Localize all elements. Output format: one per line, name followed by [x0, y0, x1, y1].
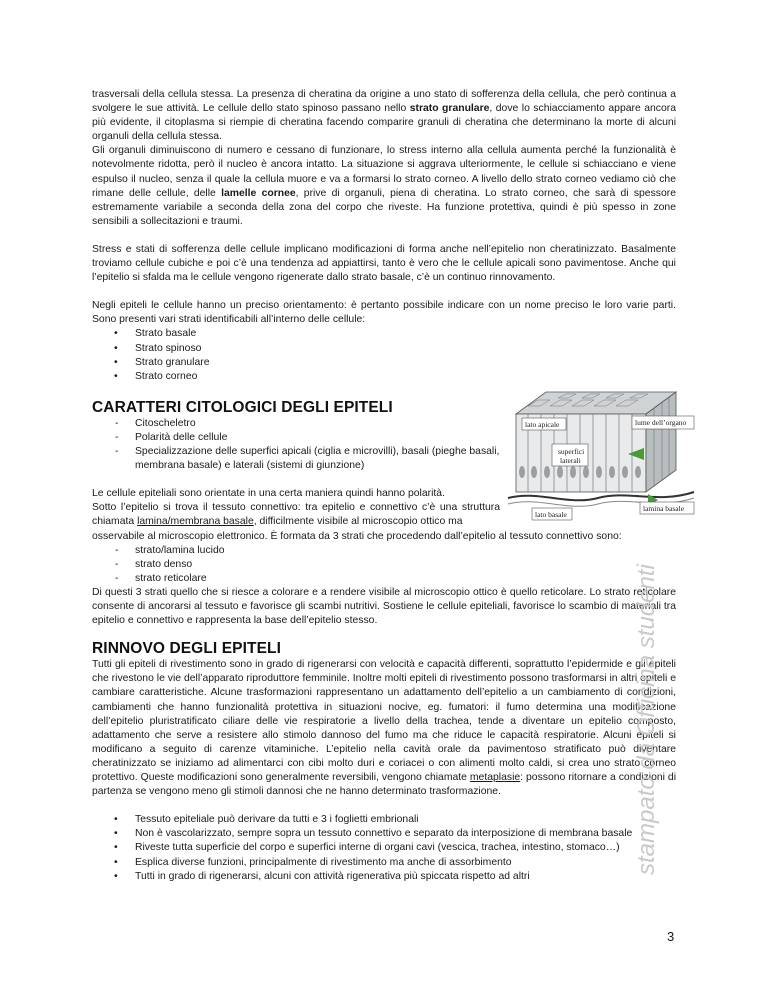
paragraph: Tutti gli epiteli di rivestimento sono in grado di rigenerarsi con velocità e capacità differenti, soprattutto l’epidermide e gli epiteli che rivestono le vie dell’apparato riproduttore femminile. Inoltre molti epiteli di rivestimento possono trasformarsi in altri epiteli e cambiare caratteristiche. Alcune trasformazioni rappresentano un adattamento dell’epitelio a un cambiamento di condizioni, cambiamenti che hanno funzionalità protettiva in situazioni nocive, eg. fumatori: il fumo determina una modificazione dell’epitelio pluristratificato ciliare delle vie respiratorie a livello della trachea, tende a diventare un epitelio composto, adattamento che serve a resistere allo stimolo dannoso del fumo ma che riduce le capacità respiratorie. Alcuni epiteli si modificano a seguito di carenze vitaminiche. L’epitelio nella cavità orale da pavimentoso stratificato può diventare cheratinizzato se iniziamo ad alimentarci con cibi molto duri e coriacei o con alimenti molto caldi, si crea uno strato corneo protettivo. Queste modificazioni sono generalmente reversibili, vengono chiamate metaplasie: possono ritornare a condizioni di partenza se vengono meno gli stimoli dannosi che ne hanno determinato trasformazione. — [92, 659, 676, 798]
list-item: - strato reticolare — [92, 572, 676, 586]
list-item: • Strato granulare — [92, 356, 676, 370]
list-item: • Riveste tutta superficie del corpo e superfici interne di organi cavi (vescica, trachea, intestino, stomaco…) — [92, 841, 676, 855]
watermark-text: stampato da Officina studenti — [633, 564, 660, 875]
section-heading: RINNOVO DEGLI EPITELI — [92, 640, 281, 658]
paragraph: Stress e stati di sofferenza delle cellule implicano modificazioni di forma anche nell’epitelio non cheratinizzato. Basalmente troviamo cellule cubiche e poi c’è una tendenza ad appiattirsi, tanto è vero che le cellule apicali sono pavimentose. Anche qui l’epitelio si sfalda ma le cellule vengono rigenerate dallo strato basale, c’è un continuo rinnovamento. — [92, 243, 676, 284]
list-item: • Strato basale — [92, 327, 676, 341]
list-item: - Specializzazione delle superfici apicali (ciglia e microvilli), basali (pieghe basali, membrana basale) e laterali (sistemi di giunzione) — [92, 445, 500, 473]
list-item: • Non è vascolarizzato, sempre sopra un tessuto connettivo e separato da interposizione di membrana basale — [92, 827, 676, 841]
label-lamina: lamina basale — [643, 504, 685, 513]
paragraph: Di questi 3 strati quello che si riesce a colorare e a rendere visibile al microscopio ottico è quello reticolare. Lo strato reticolare consente di ancorarsi al tessuto e favorisce gli scambi nutritivi. Sostiene le cellule epiteliali, favorisce lo scambio di materiali tra epitelio e connettivo e rappresenta la base dell’epitelio stesso. — [92, 586, 676, 627]
label-laterali: laterali — [560, 456, 581, 465]
lamina-strati-list — [92, 544, 676, 586]
section-heading: CARATTERI CITOLOGICI DEGLI EPITELI — [92, 398, 393, 416]
label-apicale: lato apicale — [525, 420, 560, 429]
list-item: • Esplica diverse funzioni, principalmente di rivestimento ma anche di assorbimento — [92, 856, 676, 870]
list-item: • Tutti in grado di rigenerarsi, alcuni con attività rigenerativa più spiccata rispetto ad altri — [92, 870, 676, 884]
label-laterali: superfici — [558, 447, 585, 456]
paragraph: trasversali della cellula stessa. La presenza di cheratina da origine a uno stato di sofferenza della cellula, che però continua a svolgere le sue attività. Le cellule dello stato spinoso passano nello strato granulare, dove lo schiacciamento appare ancora più evidente, il citoplasma si riempie di cheratina facendo comparire granuli di cheratina che determinano la morte di alcuni organuli della cellula stessa. — [92, 89, 676, 143]
paragraph: Negli epiteli le cellule hanno un preciso orientamento: è pertanto possibile indicare con un nome preciso le loro varie parti. Sono presenti vari strati identificabili all’interno delle cellule: — [92, 300, 676, 326]
watermark — [612, 400, 702, 880]
paragraph: Sotto l’epitelio si trova il tessuto connettivo: tra epitelio e connettivo c’è una struttura chiamata lamina/membrana basale, difficilmente visibile al microscopio ottico ma — [92, 502, 500, 528]
paragraph: Gli organuli diminuiscono di numero e cessano di funzionare, lo stress interno alla cellula aumenta perché la funzionalità è notevolmente ridotta, però il nucleo è ancora intatto. La situazione si aggrava ulteriormente, le cellule si schiacciano e viene espulso il nucleo, senza il quale la cellula muore e va a formarsi lo strato corneo. A livello dello strato corneo vediamo ciò che rimane delle cellule, delle lamelle cornee, prive di organuli, piena di cheratina. Lo strato corneo, che sarà di spessore estremamente variabile a seconda della zona del corpo che riveste. Ha funzione protettiva, quindi è più spesso in zone sensibili a sollecitazioni e traumi. — [92, 145, 676, 227]
summary-list — [92, 813, 676, 883]
list-item: - Polarità delle cellule — [92, 431, 500, 445]
paragraph: osservabile al microscopio elettronico. È formata da 3 strati che procedendo dall’epitelio al tessuto connettivo sono: — [92, 530, 622, 542]
page-number: 3 — [667, 929, 675, 944]
list-item: - strato/lamina lucido — [92, 544, 676, 558]
label-basale: lato basale — [535, 510, 567, 519]
label-lume: lume dell’organo — [635, 418, 687, 427]
list-item: - strato denso — [92, 558, 676, 572]
list-item: • Tessuto epiteliale può derivare da tutti e 3 i foglietti embrionali — [92, 813, 676, 827]
list-item: - Citoscheletro — [92, 417, 500, 431]
list-item: • Strato spinoso — [92, 342, 676, 356]
paragraph: Le cellule epiteliali sono orientate in una certa maniera quindi hanno polarità. — [92, 488, 445, 500]
strati-list — [92, 327, 676, 383]
features-list — [92, 417, 500, 473]
list-item: • Strato corneo — [92, 370, 676, 384]
